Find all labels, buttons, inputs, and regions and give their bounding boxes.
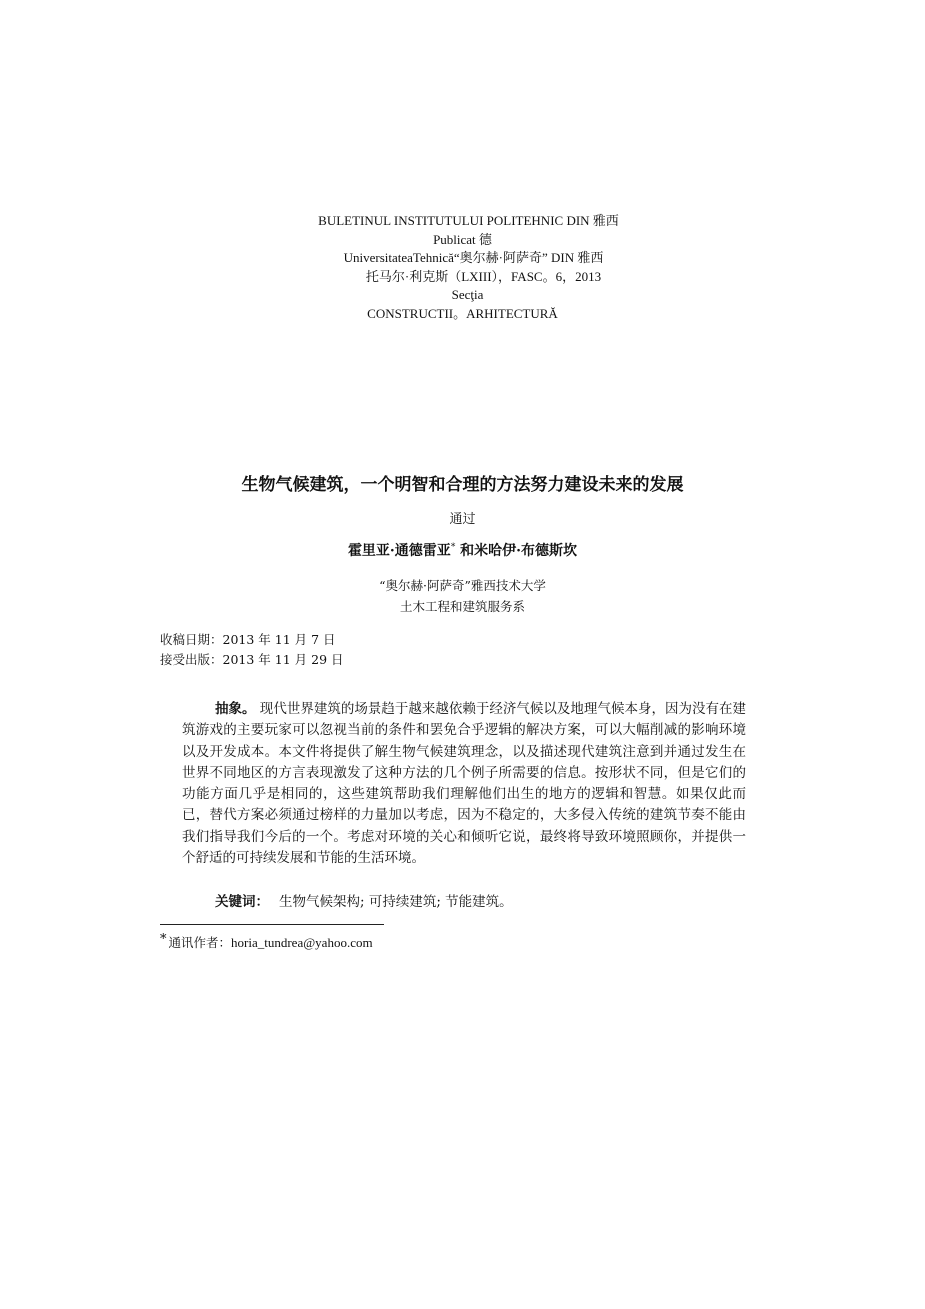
footnote-label: 通讯作者： [168,935,232,950]
keywords-label: 关键词： [215,894,269,910]
received-date: 收稿日期：2013 年 11 月 7 日 [160,632,336,647]
footnote [160,932,373,951]
footnote-mark: * [160,932,167,947]
university-line: UniversitateaTehnică“奥尔赫·阿萨奇” DIN 雅西 [343,250,604,265]
author-second: 和米哈伊·布德斯坎 [455,543,578,559]
author-first: 霍里亚·通德雷亚 [347,543,451,559]
abstract [182,699,746,869]
section-name: CONSTRUCTII。ARHITECTURĂ [367,305,558,321]
keywords [215,890,513,910]
journal-name: BULETINUL INSTITUTULUI POLITEHNIC DIN 雅西 [318,213,619,228]
affiliation-university: “奥尔赫·阿萨奇”雅西技术大学 [379,578,546,593]
accepted-date: 接受出版：2013 年 11 月 29 日 [160,652,344,667]
article-dates [160,630,344,670]
publisher-line: Publicat 德 [433,231,492,247]
authors [0,540,925,560]
footnote-divider [160,924,384,925]
journal-header [0,212,925,323]
abstract-text: 现代世界建筑的场景趋于越来越依赖于经济气候以及地理气候本身，因为没有在建筑游戏的主要玩家可以忽视当前的条件和罢免合乎逻辑的解决方案，可以大幅削减的影响环境以及开发成本。本文件将提供了解生物气候建筑理念，以及描述现代建筑注意到并通过发生在世界不同地区的方言表现激发了这种方法的几个例子所需要的信息。按形状不同，但是它们的功能方面几乎是相同的，这些建筑帮助我们理解他们出生的地方的逻辑和智慧。如果仅此而已，替代方案必须通过榜样的力量加以考虑，因为不稳定的，大多侵入传统的建筑节奏不能由我们指导我们今后的一个。考虑对环境的关心和倾听它说，最终将导致环境照顾你，并提供一个舒适的可持续发展和节能的生活环境。 [182,701,746,867]
section-label: Secţia [451,287,484,302]
affiliation-department: 土木工程和建筑服务系 [399,599,525,614]
affiliation [0,575,925,617]
author-email-link[interactable]: horia_tundrea@yahoo.com [231,935,373,950]
volume-line: 托马尔·利克斯（LXIII），FASC。6，2013 [365,268,602,284]
corresponding-author-mark: * [450,542,456,553]
article-title: 生物气候建筑，一个明智和合理的方法努力建设未来的发展 [241,475,684,495]
by-line: 通过 [449,512,476,527]
keywords-text: 生物气候架构; 可持续建筑; 节能建筑。 [279,894,513,910]
abstract-label: 抽象。 [215,701,256,717]
